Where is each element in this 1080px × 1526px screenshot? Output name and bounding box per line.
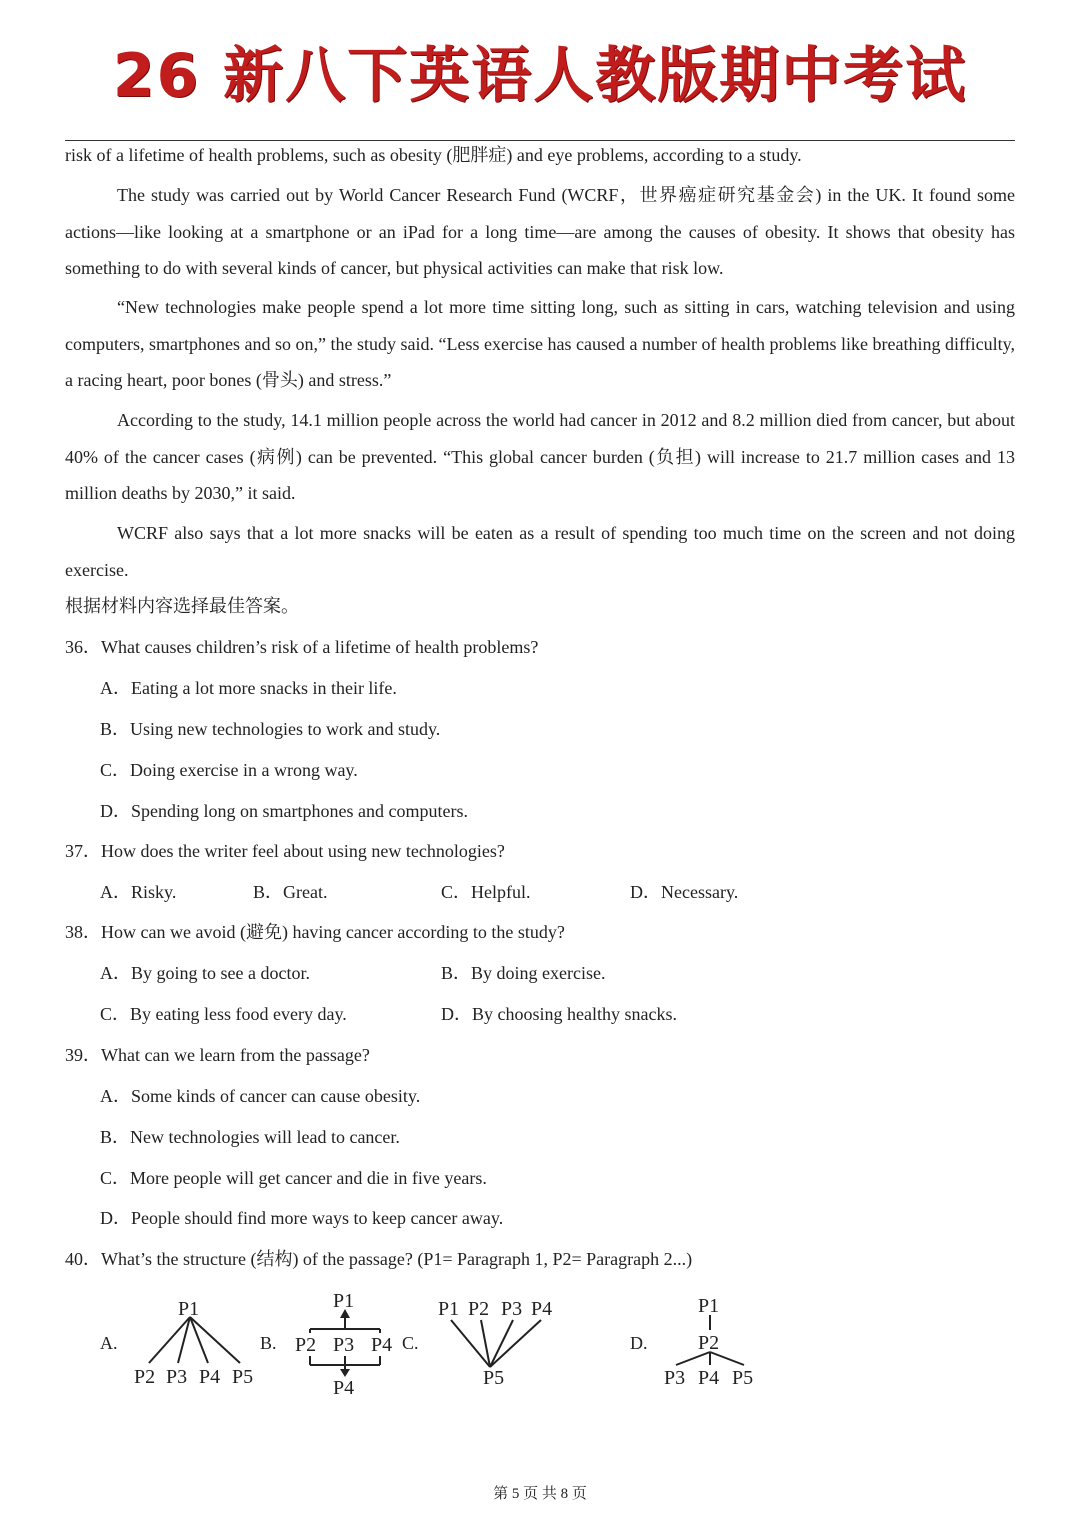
exam-title-banner: 26 新八下英语人教版期中考试: [112, 41, 968, 111]
diagram-d-p3: P3: [664, 1367, 686, 1389]
q40-option-c-label[interactable]: C.: [402, 1333, 419, 1353]
diagram-d-p2: P2: [698, 1332, 720, 1354]
q38-option-b[interactable]: B．By doing exercise.: [441, 963, 606, 983]
question-36: 36．What causes children’s risk of a lifetime of health problems?: [65, 637, 539, 657]
diagram-b-p1: P1: [333, 1290, 355, 1312]
q39-option-a[interactable]: A．Some kinds of cancer can cause obesity.: [100, 1086, 421, 1106]
diagram-d-p5: P5: [732, 1367, 754, 1389]
q40-option-b-label[interactable]: B.: [260, 1333, 277, 1353]
diagram-a-p5: P5: [232, 1366, 254, 1388]
q40-option-d-label[interactable]: D.: [630, 1333, 648, 1353]
page-footer: 第 5 页 共 8 页: [493, 1486, 587, 1502]
diagram-b-p4: P4: [371, 1334, 393, 1356]
instruction: 根据材料内容选择最佳答案。: [65, 596, 299, 616]
passage-paragraph-1: The study was carried out by World Cancer Research Fund (WCRF，世界癌症研究基金会) in the UK. It found some actions—like looking at a smartphone or an iPad for a long time—are among the causes of obesity. It shows that obesity has something to do with several kinds of cancer, but physical activities can make that risk low.: [65, 185, 1015, 278]
passage-paragraph-3: According to the study, 14.1 million people across the world had cancer in 2012 and 8.2 million died from cancer, but about 40% of the cancer cases (病例) can be prevented. “This global cancer burden (负担) will increase to 21.7 million cases and 13 million deaths by 2030,” it said.: [65, 410, 1015, 503]
question-38: 38．How can we avoid (避免) having cancer according to the study?: [65, 922, 565, 942]
question-39: 39．What can we learn from the passage?: [65, 1045, 370, 1065]
diagram-d-p1: P1: [698, 1295, 720, 1317]
diagram-d-p4: P4: [698, 1367, 720, 1389]
q39-option-d[interactable]: D．People should find more ways to keep cancer away.: [100, 1208, 504, 1228]
diagram-c-p5: P5: [483, 1367, 505, 1389]
q39-option-b[interactable]: B．New technologies will lead to cancer.: [100, 1127, 400, 1147]
q38-option-c[interactable]: C．By eating less food every day.: [100, 1004, 347, 1024]
q37-option-b[interactable]: B．Great.: [253, 882, 328, 902]
passage-paragraph-0: risk of a lifetime of health problems, such as obesity (肥胖症) and eye problems, according to a study.: [65, 145, 802, 165]
q39-option-c[interactable]: C．More people will get cancer and die in five years.: [100, 1168, 487, 1188]
diagram-a-p2: P2: [134, 1366, 156, 1388]
diagram-c-p2: P2: [468, 1298, 490, 1320]
q40-option-a-label[interactable]: A.: [100, 1333, 118, 1353]
q36-option-d[interactable]: D．Spending long on smartphones and computers.: [100, 801, 468, 821]
passage-paragraph-2: “New technologies make people spend a lot more time sitting long, such as sitting in cars, watching television and using computers, smartphones and so on,” the study said. “Less exercise has caused a number of health problems like breathing difficulty, a racing heart, poor bones (骨头) and stress.”: [65, 297, 1015, 390]
diagram-a-p1: P1: [178, 1298, 200, 1320]
diagram-c-p4: P4: [531, 1298, 553, 1320]
diagram-b-p2: P2: [295, 1334, 317, 1356]
question-40: 40．What’s the structure (结构) of the passage? (P1= Paragraph 1, P2= Paragraph 2...): [65, 1249, 693, 1269]
q38-option-a[interactable]: A．By going to see a doctor.: [100, 963, 310, 983]
q37-option-d[interactable]: D．Necessary.: [630, 882, 739, 902]
q36-option-c[interactable]: C．Doing exercise in a wrong way.: [100, 760, 358, 780]
question-37: 37．How does the writer feel about using new technologies?: [65, 841, 505, 861]
diagram-a-p3: P3: [166, 1366, 188, 1388]
diagram-b-p3: P3: [333, 1334, 355, 1356]
q36-option-a[interactable]: A．Eating a lot more snacks in their life.: [100, 678, 397, 698]
diagram-b-p4-bottom: P4: [333, 1377, 355, 1399]
q38-option-d[interactable]: D．By choosing healthy snacks.: [441, 1004, 677, 1024]
q37-option-c[interactable]: C．Helpful.: [441, 882, 531, 902]
diagram-a-p4: P4: [199, 1366, 221, 1388]
diagram-c-p3: P3: [501, 1298, 523, 1320]
passage-paragraph-4: WCRF also says that a lot more snacks will be eaten as a result of spending too much time on the screen and not doing exercise.: [65, 523, 1015, 580]
diagram-a-lines: [149, 1317, 240, 1363]
diagram-c-p1: P1: [438, 1298, 460, 1320]
q37-option-a[interactable]: A．Risky.: [100, 882, 177, 902]
q36-option-b[interactable]: B．Using new technologies to work and study.: [100, 719, 441, 739]
structure-diagrams: [0, 1285, 1080, 1415]
diagram-c-lines: [451, 1320, 541, 1367]
